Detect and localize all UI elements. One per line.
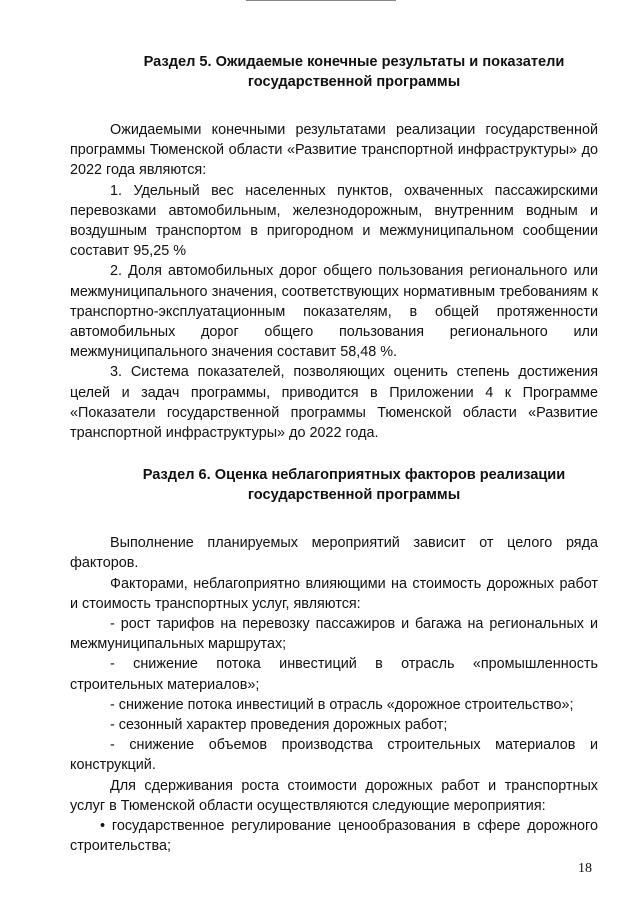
section-5-item-1: 1. Удельный вес населенных пунктов, охваченных пассажирскими перевозками автомобильным, железнодорожным, внутренним водным и воздушным транспортом в пригородном и межмуниципальном сообщении составит 95,25 % (70, 182, 598, 260)
top-edge-line (246, 0, 396, 1)
section-5-intro: Ожидаемыми конечными результатами реализации государственной программы Тюменской области «Развитие транспортной инфраструктуры» до 2022 года являются: (70, 122, 598, 179)
factor-item-1: - рост тарифов на перевозку пассажиров и багажа на региональных и межмуниципальных маршрутах; (70, 616, 598, 653)
section-5-heading-line-2: государственной программы (247, 74, 461, 90)
factor-item-3: - снижение потока инвестиций в отрасль «дорожное строительство»; (110, 696, 574, 713)
measure-item-1: • государственное регулирование ценообразования в сфере дорожного строительства; (70, 818, 598, 855)
section-6-heading (110, 465, 598, 505)
section-6-paragraph-1: Выполнение планируемых мероприятий зависит от целого ряда факторов. (70, 535, 598, 572)
section-6-paragraph-2: Факторами, неблагоприятно влияющими на стоимость дорожных работ и стоимость транспортных услуг, являются: (70, 575, 598, 612)
document-page (70, 52, 598, 857)
section-5-item-3: 3. Система показателей, позволяющих оценить степень достижения целей и задач программы, приводится в Приложении 4 к Программе «Показатели государственной программы Тюменской области «Развитие транспортной инфраструктуры» до 2022 года. (70, 364, 598, 442)
section-5-heading (110, 52, 598, 92)
section-5-heading-line-1: Раздел 5. Ожидаемые конечные результаты и показатели (143, 54, 565, 70)
section-6-heading-line-2: государственной программы (247, 487, 461, 504)
factor-item-5: - снижение объемов производства строительных материалов и конструкций. (70, 737, 598, 774)
section-6-paragraph-3: Для сдерживания роста стоимости дорожных работ и транспортных услуг в Тюменской области осуществляются следующие мероприятия: (70, 777, 598, 814)
factor-item-4: - сезонный характер проведения дорожных работ; (110, 717, 448, 734)
section-6-heading-line-1: Раздел 6. Оценка неблагоприятных факторов реализации (142, 467, 566, 484)
section-5-item-2: 2. Доля автомобильных дорог общего пользования регионального или межмуниципального значения, соответствующих нормативным требованиям к транспортно-эксплуатационным показателям, в общей протяженности автомобильных дорог общего пользования регионального или межмуниципального значения составит 58,48 %. (70, 263, 598, 361)
factor-item-2: - снижение потока инвестиций в отрасль «промышленность строительных материалов»; (70, 656, 598, 693)
page-number: 18 (578, 861, 592, 876)
